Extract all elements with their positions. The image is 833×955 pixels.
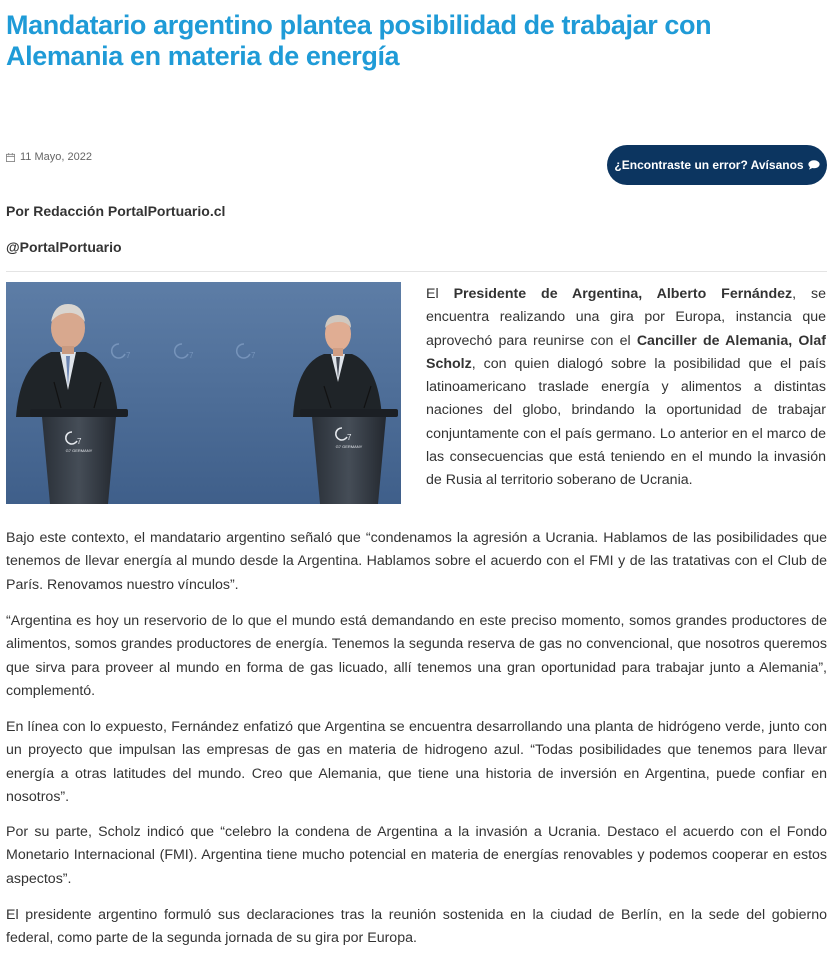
article-title: Mandatario argentino plantea posibilidad de trabajar con Alemania en materia de energía [6, 10, 712, 71]
author-handle: @PortalPortuario [6, 239, 122, 255]
body-paragraph: “Argentina es hoy un reservorio de lo que el mundo está demandando en este preciso momento, somos grandes productores de alimentos, somos grandes productores de energía. Tenemos la segunda reserva de gas no convencional, que nosotros queremos que sirva para proveer al mundo en forma de gas licuado, allí tenemos una gran oportunidad para trabajar junto a Alemania”, complementó. [6, 613, 827, 699]
body-paragraph: Bajo este contexto, el mandatario argentino señaló que “condenamos la agresión a Ucrania. Hablamos de las posibilidades que tenemos de llevar energía al mundo desde la Argentina. Hablamos sobre el acuerdo con el FMI y de las tratativas con el Club de París. Renovamos nuestro vínculos”. [6, 530, 827, 593]
podium-logo-text: G7 GERMANY [65, 448, 93, 453]
report-error-label: ¿Encontraste un error? Avísanos [614, 158, 804, 172]
svg-text:7: 7 [251, 351, 256, 360]
author-byline: Por Redacción PortalPortuario.cl [6, 203, 226, 219]
publish-date-text: 11 Mayo, 2022 [20, 151, 92, 163]
article-meta [6, 145, 827, 185]
svg-text:7: 7 [77, 437, 82, 446]
report-error-button[interactable] [607, 145, 827, 185]
intro-text-2: , se encuentra realizando una gira por Europa, instancia que aprovechó para reunirse con el [426, 286, 827, 349]
comment-icon [808, 160, 820, 170]
intro-bold-chancellor: Canciller de Alemania, Olaf Scholz [426, 332, 826, 372]
svg-text:7: 7 [189, 351, 194, 360]
body-paragraph: En línea con lo expuesto, Fernández enfatizó que Argentina se encuentra desarrollando una planta de hidrógeno verde, junto con un proyecto que impulsan las empresas de gas en materia de hidrogeno azul. “Todas posibilidades que tenemos para llevar energía a otras latitudes del mundo. Creo que Alemania, que tiene una historia de inversión en Argentina, puede confiar en nosotros”. [6, 719, 827, 805]
body-paragraph: El presidente argentino formuló sus declaraciones tras la reunión sostenida en la ciudad de Berlín, en la sede del gobierno federal, como parte de la segunda jornada de su gira por Europa. [6, 907, 827, 947]
article-photo [6, 282, 401, 504]
svg-text:7: 7 [347, 433, 352, 442]
podium-logo-text: G7 GERMANY [335, 444, 363, 449]
publish-date [6, 151, 92, 163]
calendar-icon [6, 153, 15, 162]
svg-text:7: 7 [126, 351, 131, 360]
press-conference-image [6, 282, 401, 504]
intro-text-3: , con quien dialogó sobre la posibilidad que el país latinoamericano traslade energía y alimentos a distintas naciones del globo, brindando la oportunidad de trabajar conjuntamente con el país germano. Lo anterior en el marco de las consecuencias que está teniendo en el mundo la invasión de Rusia al territorio soberano de Ucrania. [426, 355, 826, 489]
intro-bold-president: Presidente de Argentina, Alberto Fernández [453, 286, 793, 302]
intro-paragraph [426, 283, 826, 493]
intro-text-1: El [426, 286, 454, 302]
body-paragraph: Por su parte, Scholz indicó que “celebro la condena de Argentina a la invasión a Ucrania. Destaco el acuerdo con el Fondo Monetario Internacional (FMI). Argentina tiene mucho potencial en materia de energías renovables y podemos cooperar en estos aspectos”. [6, 824, 827, 887]
divider [6, 271, 827, 272]
